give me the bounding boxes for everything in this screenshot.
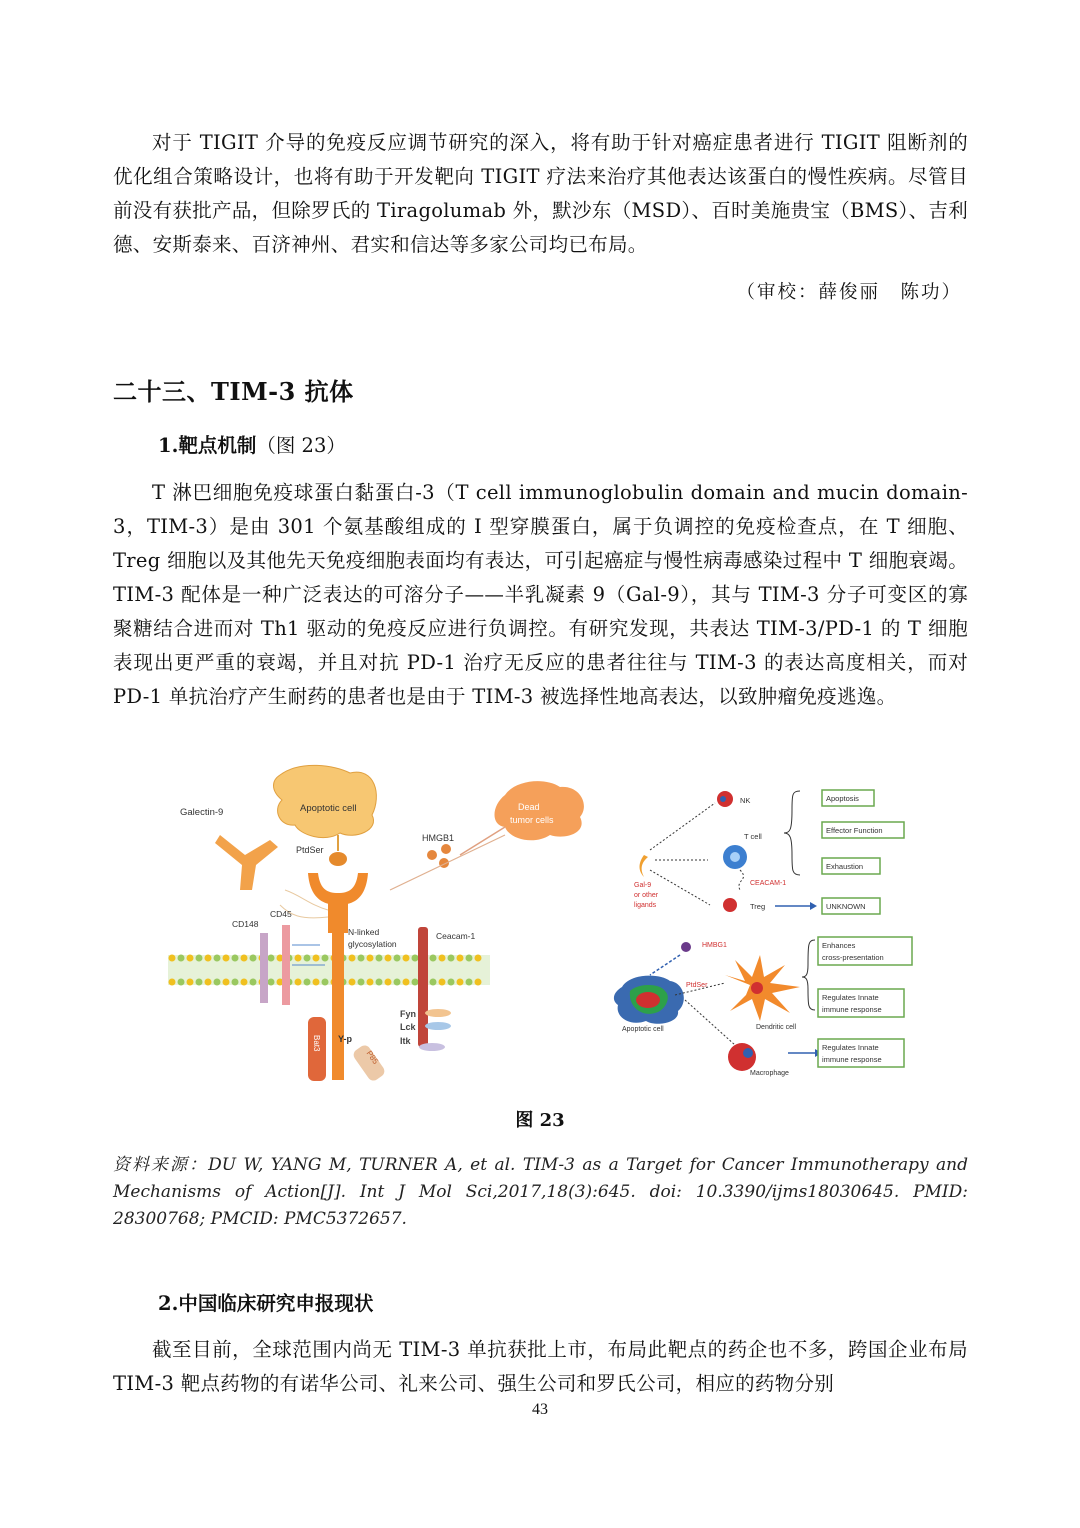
figure-source: 资料来源：DU W, YANG M, TURNER A, et al. TIM-3 as a Target for Cancer Immunotherapy and Mechanisms of Action[J]. Int J Mol Sci,2017,18(3):645. doi: 10.3390/ijms18030645. PMID: 28300768; PMCID: PMC5372657. xyxy=(113,1155,968,1229)
lipid-head xyxy=(223,955,230,962)
t-cell-label: T cell xyxy=(744,832,762,841)
lipid-head xyxy=(268,979,275,986)
macrophage-label: Macrophage xyxy=(750,1070,789,1077)
lipid-head xyxy=(169,979,176,986)
gal-9-label: Gal-9 xyxy=(634,882,652,889)
lipid-head xyxy=(412,979,419,986)
lipid-head xyxy=(322,955,329,962)
enhances-label: Enhances xyxy=(822,941,856,950)
lipid-head xyxy=(385,979,392,986)
lipid-head xyxy=(178,979,185,986)
galectin-9-shape xyxy=(215,835,278,890)
dendritic-cell-label: Dendritic cell xyxy=(756,1024,797,1031)
subsection-title-text: 1.靶点机制 xyxy=(158,434,257,457)
lipid-head xyxy=(250,955,257,962)
page-number: 43 xyxy=(532,1401,548,1418)
paragraph-tim3: T 淋巴细胞免疫球蛋白黏蛋白-3（T cell immunoglobulin domain and mucin domain-3，TIM-3）是由 301 个氨基酸组成的 I 型穿膜蛋白，属于负调控的免疫检查点，在 T 细胞、Treg 细胞以及其他先天免疫细胞表面均有表达，可引起癌症与慢性病毒感染过程中 T 细胞衰竭。TIM-3 配体是一种广泛表达的可溶分子——半乳凝素 9（Gal-9），其与 TIM-3 分子可变区的寡聚糖结合进而对 Th1 驱动的免疫反应进行负调控。有研究发现，共表达 TIM-3/PD-1 的 T 细胞表现出更严重的衰竭，并且对抗 PD-1 治疗无反应的患者往往与 TIM-3 的表达高度相关，而对 PD-1 单抗治疗产生耐药的患者也是由于 TIM-3 被选择性地高表达，以致肿瘤免疫逃逸。 xyxy=(113,481,968,708)
lipid-head xyxy=(367,955,374,962)
effector-function-label: Effector Function xyxy=(826,826,883,835)
lipid-head xyxy=(439,955,446,962)
unknown-label: UNKNOWN xyxy=(826,902,866,911)
glycosylation-label: glycosylation xyxy=(348,939,397,949)
paragraph-clinical: 截至目前，全球范围内尚无 TIM-3 单抗获批上市，布局此靶点的药企也不多，跨国企业布局 TIM-3 靶点药物的有诺华公司、礼来公司、强生公司和罗氏公司，相应的药物分别 xyxy=(113,1338,968,1395)
lipid-head xyxy=(187,955,194,962)
lipid-head xyxy=(295,979,302,986)
lipid-head xyxy=(448,955,455,962)
lipid-head xyxy=(241,979,248,986)
ceacam-1-label: Ceacam-1 xyxy=(436,931,476,941)
lipid-head xyxy=(439,979,446,986)
lipid-head xyxy=(412,955,419,962)
lipid-head xyxy=(475,955,482,962)
apoptotic-cell-shape xyxy=(274,765,377,837)
lipid-head xyxy=(169,955,176,962)
lipid-head xyxy=(403,955,410,962)
lipid-head xyxy=(394,979,401,986)
lipid-head xyxy=(313,955,320,962)
figure-reference: （图 23） xyxy=(256,434,346,457)
n-linked-label: N-linked xyxy=(348,927,380,937)
lipid-head xyxy=(241,955,248,962)
apoptotic-panel xyxy=(614,937,912,1077)
apoptosis-label: Apoptosis xyxy=(826,794,859,803)
tumor-cells-label: tumor cells xyxy=(510,815,554,825)
lipid-head xyxy=(358,955,365,962)
itk-label: Itk xyxy=(400,1036,411,1046)
ceacam1-label: CEACAM-1 xyxy=(750,880,787,887)
lipid-head xyxy=(394,955,401,962)
ptdser-label: PtdSer xyxy=(296,845,324,855)
lipid-head xyxy=(322,979,329,986)
review-credit: （审校：薛俊丽 陈功） xyxy=(736,282,962,303)
ligands-label: ligands xyxy=(634,902,657,909)
lipid-head xyxy=(403,979,410,986)
lipid-head xyxy=(457,955,464,962)
apoptotic-cell-label: Apoptotic cell xyxy=(300,803,357,814)
lipid-head xyxy=(349,955,356,962)
cd45-label: CD45 xyxy=(270,909,292,919)
or-other-label: or other xyxy=(634,892,659,899)
lipid-head xyxy=(205,955,212,962)
apoptotic-cell-right-label: Apoptotic cell xyxy=(622,1026,664,1033)
lipid-head xyxy=(385,955,392,962)
hmgb1-label: HMGB1 xyxy=(422,833,455,843)
lipid-head xyxy=(466,979,473,986)
subsection-title-mechanism xyxy=(158,430,346,458)
lipid-head xyxy=(232,955,239,962)
paragraph-tigit: 对于 TIGIT 介导的免疫反应调节研究的深入，将有助于针对癌症患者进行 TIGIT 阻断剂的优化组合策略设计，也将有助于开发靶向 TIGIT 疗法来治疗其他表达该蛋白的慢性疾病。尽管目前没有获批产品，但除罗氏的 Tiragolumab 外，默沙东（MSD）、百时美施贵宝（BMS）、吉利德、安斯泰来、百济神州、君实和信达等多家公司均已布局。 xyxy=(113,131,968,256)
cross-presentation-label: cross-presentation xyxy=(822,953,884,962)
exhaustion-label: Exhaustion xyxy=(826,862,864,871)
lipid-head xyxy=(466,955,473,962)
lipid-head xyxy=(196,979,203,986)
lipid-head xyxy=(223,979,230,986)
regulates-innate-label-1: Regulates Innate xyxy=(822,993,879,1002)
lipid-head xyxy=(367,979,374,986)
lipid-head xyxy=(448,979,455,986)
galectin-9-label: Galectin-9 xyxy=(180,807,224,818)
lipid-head xyxy=(358,979,365,986)
lipid-head xyxy=(376,955,383,962)
fyn-label: Fyn xyxy=(400,1009,417,1019)
lipid-head xyxy=(205,979,212,986)
dead-label: Dead xyxy=(518,802,540,812)
section-title: 二十三、TIM-3 抗体 xyxy=(113,377,354,406)
lipid-head xyxy=(268,955,275,962)
lipid-head xyxy=(250,979,257,986)
cell-membrane xyxy=(168,955,490,986)
immune-response-label-2: immune response xyxy=(822,1055,882,1064)
p85-label: P85 xyxy=(364,1049,381,1066)
lipid-head xyxy=(178,955,185,962)
tim3-mechanism-diagram xyxy=(160,755,930,1090)
ptdser-right-label: PtdSer xyxy=(686,982,708,989)
nk-label: NK xyxy=(740,796,751,805)
lipid-head xyxy=(376,979,383,986)
treg-label: Treg xyxy=(750,902,766,911)
y-p-label: Y-p xyxy=(338,1034,353,1044)
lipid-head xyxy=(430,979,437,986)
figure-23 xyxy=(160,755,930,1090)
lck-label: Lck xyxy=(400,1022,416,1032)
figure-caption: 图 23 xyxy=(515,1110,565,1131)
hmbg1-label: HMBG1 xyxy=(702,942,727,949)
lipid-head xyxy=(295,955,302,962)
cd148-label: CD148 xyxy=(232,919,259,929)
regulates-innate-label-2: Regulates Innate xyxy=(822,1043,879,1052)
lipid-head xyxy=(232,979,239,986)
bat3-label: Bat3 xyxy=(312,1035,321,1052)
lipid-head xyxy=(349,979,356,986)
lipid-head xyxy=(196,955,203,962)
lipid-head xyxy=(457,979,464,986)
lipid-head xyxy=(313,979,320,986)
lipid-head xyxy=(187,979,194,986)
subsection-title-clinical: 2.中国临床研究申报现状 xyxy=(158,1292,374,1315)
lipid-head xyxy=(304,979,311,986)
lipid-head xyxy=(475,979,482,986)
lipid-head xyxy=(214,955,221,962)
immune-response-label-1: immune response xyxy=(822,1005,882,1014)
lipid-head xyxy=(304,955,311,962)
lipid-head xyxy=(430,955,437,962)
ligand-panel xyxy=(634,790,904,914)
lipid-head xyxy=(214,979,221,986)
